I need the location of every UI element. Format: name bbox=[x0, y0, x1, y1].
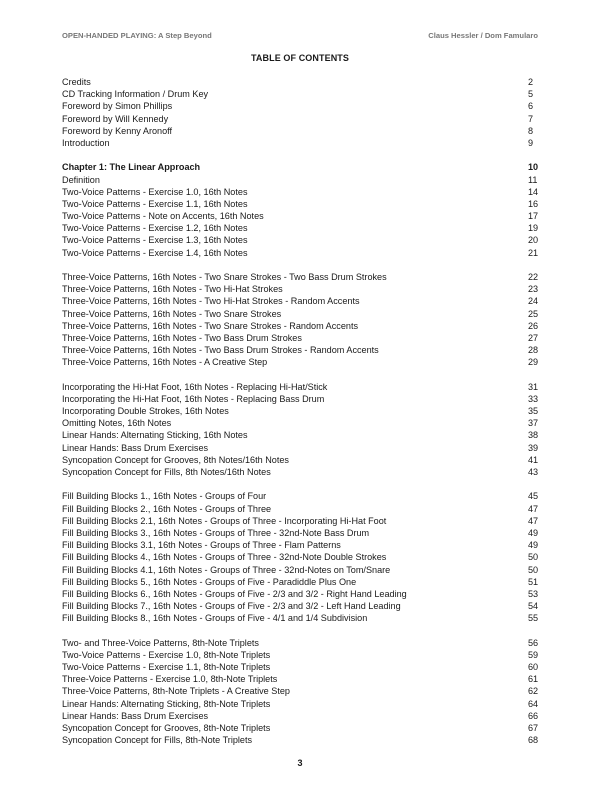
toc-entry[interactable] bbox=[62, 466, 538, 478]
toc-entry-page: 68 bbox=[528, 735, 539, 746]
toc-entry-title: Syncopation Concept for Grooves, 8th Notes/16th Notes bbox=[62, 454, 289, 465]
toc-entry[interactable] bbox=[62, 490, 538, 502]
toc-entry-title: Three-Voice Patterns, 16th Notes - Two Bass Drum Strokes - Random Accents bbox=[62, 345, 379, 356]
toc-entry-page: 54 bbox=[528, 601, 539, 612]
toc-entry[interactable] bbox=[62, 234, 538, 246]
toc-entry-title: Two-Voice Patterns - Exercise 1.4, 16th Notes bbox=[62, 247, 248, 258]
toc-entry-title: CD Tracking Information / Drum Key bbox=[62, 89, 209, 100]
toc-entry-title: Linear Hands: Alternating Sticking, 16th Notes bbox=[62, 430, 248, 441]
toc-entry[interactable] bbox=[62, 612, 538, 624]
toc-entry-page: 38 bbox=[528, 430, 539, 441]
toc-entry-title: Syncopation Concept for Fills, 8th Notes/16th Notes bbox=[62, 467, 271, 477]
toc-entry[interactable] bbox=[62, 515, 538, 527]
toc-entry-page: 49 bbox=[528, 527, 539, 538]
toc-entry-page: 19 bbox=[528, 223, 539, 234]
toc-entry-page: 6 bbox=[528, 101, 534, 112]
toc-entry-title: Two-Voice Patterns - Exercise 1.0, 8th-Note Triplets bbox=[62, 649, 271, 660]
toc-entry-title: Two-Voice Patterns - Note on Accents, 16th Notes bbox=[62, 211, 264, 222]
toc-entry-title: Incorporating Double Strokes, 16th Notes bbox=[62, 406, 229, 417]
toc-entry-page: 24 bbox=[528, 296, 539, 307]
toc-entry-title: Linear Hands: Alternating Sticking, 8th-Note Triplets bbox=[62, 698, 271, 709]
toc-entry-page: 59 bbox=[528, 649, 539, 660]
toc-entry-title: Fill Building Blocks 4., 16th Notes - Groups of Three - 32nd-Note Double Strokes bbox=[62, 552, 387, 563]
toc-entry-page: 33 bbox=[528, 393, 539, 404]
toc-entry[interactable] bbox=[62, 137, 538, 149]
toc-entry[interactable] bbox=[62, 174, 538, 186]
toc-entry[interactable] bbox=[62, 344, 538, 356]
toc-entry-title: Fill Building Blocks 3., 16th Notes - Groups of Three - 32nd-Note Bass Drum bbox=[62, 527, 370, 538]
page-title: TABLE OF CONTENTS bbox=[250, 53, 350, 63]
header-book-title: OPEN-HANDED PLAYING: A Step Beyond bbox=[62, 31, 212, 40]
toc-entry-page: 55 bbox=[528, 613, 539, 624]
toc-entry-page: 61 bbox=[528, 674, 539, 685]
running-header bbox=[62, 31, 538, 40]
toc-entry[interactable] bbox=[62, 198, 538, 210]
toc-entry-title: Credits bbox=[62, 77, 91, 87]
toc-entry-page: 21 bbox=[528, 247, 539, 258]
toc-entry-title: Three-Voice Patterns, 16th Notes - A Creative Step bbox=[62, 357, 268, 368]
table-of-contents bbox=[62, 76, 538, 759]
toc-entry-title: Three-Voice Patterns, 16th Notes - Two Snare Strokes - Two Bass Drum Strokes bbox=[62, 272, 387, 282]
toc-entry[interactable] bbox=[62, 113, 538, 125]
toc-entry-page: 25 bbox=[528, 308, 539, 319]
toc-entry-title: Three-Voice Patterns - Exercise 1.0, 8th-Note Triplets bbox=[62, 674, 278, 685]
toc-entry[interactable] bbox=[62, 661, 538, 673]
toc-entry[interactable] bbox=[62, 698, 538, 710]
toc-entry[interactable] bbox=[62, 551, 538, 563]
toc-entry-title: Fill Building Blocks 6., 16th Notes - Groups of Five - 2/3 and 3/2 - Right Hand Leading bbox=[62, 588, 407, 599]
toc-entry[interactable] bbox=[62, 539, 538, 551]
toc-entry-page: 7 bbox=[528, 113, 534, 124]
toc-entry[interactable] bbox=[62, 332, 538, 344]
toc-entry-page: 14 bbox=[528, 186, 539, 197]
toc-entry-title: Two-Voice Patterns - Exercise 1.2, 16th Notes bbox=[62, 223, 248, 234]
toc-entry-page: 45 bbox=[528, 491, 539, 502]
toc-group bbox=[62, 161, 538, 259]
toc-entry-page: 51 bbox=[528, 576, 539, 587]
toc-entry-title: Introduction bbox=[62, 137, 110, 148]
toc-entry-title: Linear Hands: Bass Drum Exercises bbox=[62, 710, 209, 721]
toc-entry-title: Definition bbox=[62, 174, 100, 185]
toc-entry[interactable] bbox=[62, 100, 538, 112]
toc-entry[interactable] bbox=[62, 186, 538, 198]
toc-entry-title: Chapter 1: The Linear Approach bbox=[62, 162, 201, 173]
toc-group bbox=[62, 490, 538, 624]
toc-entry-page: 11 bbox=[528, 174, 538, 185]
toc-entry-title: Syncopation Concept for Fills, 8th-Note Triplets bbox=[62, 735, 253, 746]
toc-entry-page: 62 bbox=[528, 686, 539, 697]
toc-entry-page: 56 bbox=[528, 637, 539, 648]
toc-entry[interactable] bbox=[62, 685, 538, 697]
toc-entry[interactable] bbox=[62, 637, 538, 649]
toc-entry-title: Two-Voice Patterns - Exercise 1.0, 16th Notes bbox=[62, 186, 248, 197]
toc-entry-title: Three-Voice Patterns, 16th Notes - Two Snare Strokes bbox=[62, 308, 282, 319]
toc-entry[interactable] bbox=[62, 210, 538, 222]
toc-entry[interactable] bbox=[62, 76, 538, 88]
toc-entry-page: 22 bbox=[528, 272, 539, 282]
toc-group bbox=[62, 271, 538, 369]
toc-entry-page: 28 bbox=[528, 345, 539, 356]
toc-entry[interactable] bbox=[62, 405, 538, 417]
toc-entry[interactable] bbox=[62, 454, 538, 466]
toc-entry-title: Two-Voice Patterns - Exercise 1.3, 16th Notes bbox=[62, 235, 248, 246]
toc-entry-page: 49 bbox=[528, 540, 539, 551]
toc-entry-page: 26 bbox=[528, 320, 539, 331]
toc-entry[interactable] bbox=[62, 600, 538, 612]
toc-entry-title: Syncopation Concept for Grooves, 8th-Note Triplets bbox=[62, 722, 271, 733]
toc-entry-page: 35 bbox=[528, 406, 539, 417]
toc-entry-page: 31 bbox=[528, 381, 539, 392]
toc-entry-title: Foreword by Kenny Aronoff bbox=[62, 125, 173, 136]
toc-entry[interactable] bbox=[62, 271, 538, 283]
toc-entry-page: 29 bbox=[528, 357, 539, 368]
toc-entry-page: 47 bbox=[528, 503, 539, 514]
toc-entry-title: Three-Voice Patterns, 16th Notes - Two Hi-Hat Strokes bbox=[62, 284, 283, 295]
toc-entry-page: 2 bbox=[528, 77, 534, 87]
toc-entry[interactable] bbox=[62, 673, 538, 685]
toc-entry-title: Two-Voice Patterns - Exercise 1.1, 16th Notes bbox=[62, 198, 248, 209]
toc-group bbox=[62, 381, 538, 479]
toc-entry-page: 41 bbox=[528, 454, 539, 465]
toc-entry-page: 66 bbox=[528, 710, 539, 721]
toc-entry[interactable] bbox=[62, 564, 538, 576]
toc-entry[interactable] bbox=[62, 125, 538, 137]
toc-entry-page: 23 bbox=[528, 284, 539, 295]
toc-group bbox=[62, 637, 538, 747]
header-authors: Claus Hessler / Dom Famularo bbox=[428, 31, 538, 40]
toc-entry-page: 39 bbox=[528, 442, 539, 453]
toc-entry-title: Fill Building Blocks 2.1, 16th Notes - Groups of Three - Incorporating Hi-Hat Foot bbox=[62, 515, 387, 526]
toc-entry-page: 10 bbox=[528, 162, 539, 173]
toc-entry[interactable] bbox=[62, 247, 538, 259]
toc-entry-page: 37 bbox=[528, 418, 539, 429]
toc-entry-title: Foreword by Will Kennedy bbox=[62, 113, 169, 124]
toc-entry-title: Fill Building Blocks 5., 16th Notes - Groups of Five - Paradiddle Plus One bbox=[62, 576, 357, 587]
toc-entry[interactable] bbox=[62, 393, 538, 405]
toc-entry-page: 67 bbox=[528, 722, 539, 733]
page-number: 3 bbox=[297, 758, 303, 768]
toc-entry[interactable] bbox=[62, 88, 538, 100]
toc-entry-title: Foreword by Simon Phillips bbox=[62, 101, 173, 112]
toc-entry-title: Fill Building Blocks 3.1, 16th Notes - Groups of Three - Flam Patterns bbox=[62, 540, 341, 551]
toc-entry[interactable] bbox=[62, 442, 538, 454]
toc-entry-page: 8 bbox=[528, 125, 534, 136]
toc-entry[interactable] bbox=[62, 722, 538, 734]
toc-entry-page: 50 bbox=[528, 552, 539, 563]
toc-entry-title: Incorporating the Hi-Hat Foot, 16th Notes - Replacing Bass Drum bbox=[62, 393, 325, 404]
toc-entry-page: 53 bbox=[528, 588, 539, 599]
chapter-heading-row[interactable] bbox=[62, 161, 538, 173]
toc-entry[interactable] bbox=[62, 710, 538, 722]
toc-entry[interactable] bbox=[62, 576, 538, 588]
toc-entry-title: Fill Building Blocks 4.1, 16th Notes - Groups of Three - 32nd-Notes on Tom/Snare bbox=[62, 564, 391, 575]
toc-entry[interactable] bbox=[62, 283, 538, 295]
toc-entry[interactable] bbox=[62, 649, 538, 661]
toc-entry-page: 9 bbox=[528, 137, 534, 148]
toc-entry-page: 17 bbox=[528, 211, 539, 222]
toc-entry[interactable] bbox=[62, 527, 538, 539]
toc-entry-title: Fill Building Blocks 1., 16th Notes - Groups of Four bbox=[62, 491, 267, 502]
toc-entry[interactable] bbox=[62, 295, 538, 307]
toc-entry-page: 64 bbox=[528, 698, 539, 709]
toc-entry-page: 16 bbox=[528, 198, 539, 209]
toc-entry-page: 27 bbox=[528, 332, 539, 343]
toc-entry-title: Incorporating the Hi-Hat Foot, 16th Notes - Replacing Hi-Hat/Stick bbox=[62, 381, 328, 392]
toc-entry-page: 47 bbox=[528, 515, 539, 526]
toc-entry-title: Three-Voice Patterns, 16th Notes - Two Hi-Hat Strokes - Random Accents bbox=[62, 296, 360, 307]
toc-entry-title: Fill Building Blocks 8., 16th Notes - Groups of Five - 4/1 and 1/4 Subdivision bbox=[62, 613, 368, 624]
toc-entry[interactable] bbox=[62, 429, 538, 441]
toc-entry-title: Three-Voice Patterns, 16th Notes - Two Snare Strokes - Random Accents bbox=[62, 320, 359, 331]
toc-entry[interactable] bbox=[62, 734, 538, 746]
toc-entry[interactable] bbox=[62, 222, 538, 234]
toc-entry-title: Fill Building Blocks 2., 16th Notes - Groups of Three bbox=[62, 503, 272, 514]
toc-group bbox=[62, 76, 538, 149]
toc-entry-page: 5 bbox=[528, 89, 534, 100]
toc-entry[interactable] bbox=[62, 356, 538, 368]
toc-entry[interactable] bbox=[62, 417, 538, 429]
toc-entry-title: Three-Voice Patterns, 8th-Note Triplets - A Creative Step bbox=[62, 686, 290, 697]
toc-entry-page: 50 bbox=[528, 564, 539, 575]
toc-entry[interactable] bbox=[62, 588, 538, 600]
toc-entry[interactable] bbox=[62, 320, 538, 332]
toc-entry-page: 60 bbox=[528, 662, 539, 672]
toc-entry-title: Omitting Notes, 16th Notes bbox=[62, 418, 172, 429]
toc-entry[interactable] bbox=[62, 308, 538, 320]
toc-entry-title: Two-Voice Patterns - Exercise 1.1, 8th-Note Triplets bbox=[62, 662, 271, 672]
toc-entry-page: 20 bbox=[528, 235, 539, 246]
toc-entry-title: Fill Building Blocks 7., 16th Notes - Groups of Five - 2/3 and 3/2 - Left Hand Leading bbox=[62, 601, 401, 612]
toc-entry-title: Two- and Three-Voice Patterns, 8th-Note Triplets bbox=[62, 637, 259, 648]
toc-entry[interactable] bbox=[62, 503, 538, 515]
toc-entry-page: 43 bbox=[528, 467, 539, 477]
toc-entry-title: Linear Hands: Bass Drum Exercises bbox=[62, 442, 209, 453]
toc-entry[interactable] bbox=[62, 381, 538, 393]
toc-entry-title: Three-Voice Patterns, 16th Notes - Two Bass Drum Strokes bbox=[62, 332, 302, 343]
